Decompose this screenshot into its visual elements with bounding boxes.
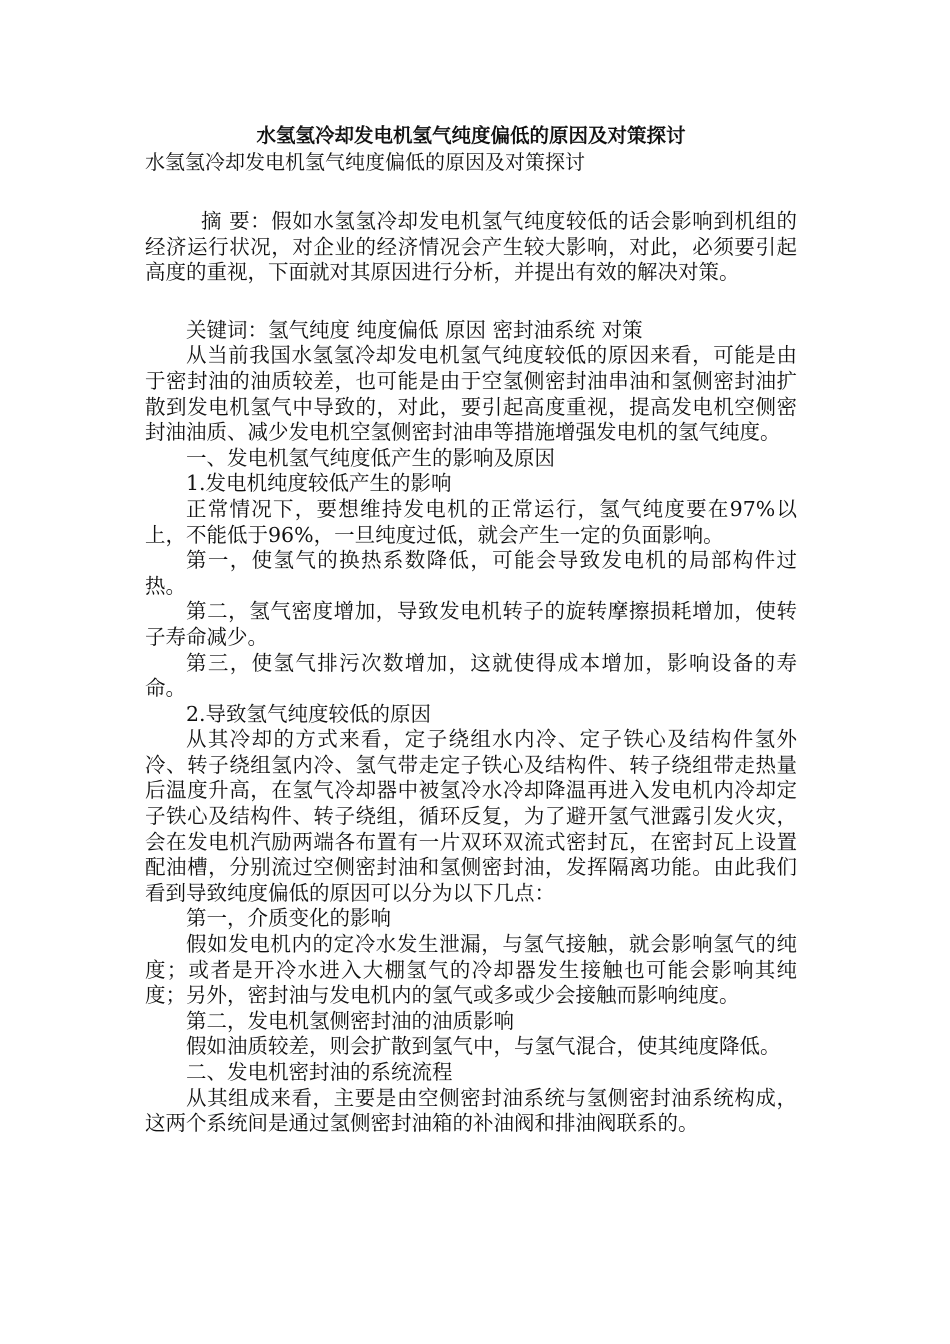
document-subtitle: 水氢氢冷却发电机氢气纯度偏低的原因及对策探讨 <box>145 150 585 174</box>
subsection-heading: 1.发电机纯度较低产生的影响 <box>186 471 452 496</box>
body-paragraph: 第二，氢气密度增加，导致发电机转子的旋转摩擦损耗增加，使转子寿命减少。 <box>145 599 797 649</box>
subsection-heading: 2.导致氢气纯度较低的原因 <box>186 701 432 726</box>
document-body <box>145 123 797 1137</box>
document-title: 水氢氢冷却发电机氢气纯度偏低的原因及对策探讨 <box>256 124 686 147</box>
body-paragraph: 假如油质较差，则会扩散到氢气中，与氢气混合，使其纯度降低。 <box>186 1034 781 1059</box>
body-paragraph: 正常情况下，要想维持发电机的正常运行，氢气纯度要在97%以上，不能低于96%，一旦纯度过低，就会产生一定的负面影响。 <box>145 496 797 547</box>
body-paragraph: 第二，发电机氢侧密封油的油质影响 <box>186 1008 514 1033</box>
abstract-paragraph: 摘 要：假如水氢氢冷却发电机氢气纯度较低的话会影响到机组的经济运行状况，对企业的经济情况会产生较大影响，对此，必须要引起高度的重视，下面就对其原因进行分析，并提出有效的解决对策。 <box>145 209 797 285</box>
section-heading: 二、发电机密封油的系统流程 <box>186 1060 453 1084</box>
body-paragraph: 第三，使氢气排污次数增加，这就使得成本增加，影响设备的寿命。 <box>145 650 797 701</box>
body-paragraph: 从当前我国水氢氢冷却发电机氢气纯度较低的原因来看，可能是由于密封油的油质较差，也可能是由于空氢侧密封油串油和氢侧密封油扩散到发电机氢气中导致的，对此，要引起高度重视，提高发电机空侧密封油油质、减少发电机空氢侧密封油串等措施增强发电机的氢气纯度。 <box>145 343 797 445</box>
keywords-line: 关键词：氢气纯度 纯度偏低 原因 密封油系统 对策 <box>186 317 643 342</box>
body-paragraph: 从其组成来看，主要是由空侧密封油系统与氢侧密封油系统构成，这两个系统间是通过氢侧密封油箱的补油阀和排油阀联系的。 <box>145 1085 797 1136</box>
body-paragraph: 第一，介质变化的影响 <box>186 906 391 931</box>
body-paragraph: 假如发电机内的定冷水发生泄漏，与氢气接触，就会影响氢气的纯度；或者是开冷水进入大棚氢气的冷却器发生接触也可能会影响其纯度；另外，密封油与发电机内的氢气或多或少会接触而影响纯度。 <box>145 932 797 1008</box>
section-heading: 一、发电机氢气纯度低产生的影响及原因 <box>186 445 555 470</box>
body-paragraph: 从其冷却的方式来看，定子绕组水内冷、定子铁心及结构件氢外冷、转子绕组氢内冷、氢气带走定子铁心及结构件、转子绕组带走热量后温度升高，在氢气冷却器中被氢冷水冷却降温再进入发电机内冷却定子铁心及结构件、转子绕组，循环反复，为了避开氢气泄露引发火灾，会在发电机汽励两端各布置有一片双环双流式密封瓦，在密封瓦上设置配油槽，分别流过空侧密封油和氢侧密封油，发挥隔离功能。由此我们看到导致纯度偏低的原因可以分为以下几点： <box>145 727 797 905</box>
body-paragraph: 第一，使氢气的换热系数降低，可能会导致发电机的局部构件过热。 <box>145 548 797 598</box>
